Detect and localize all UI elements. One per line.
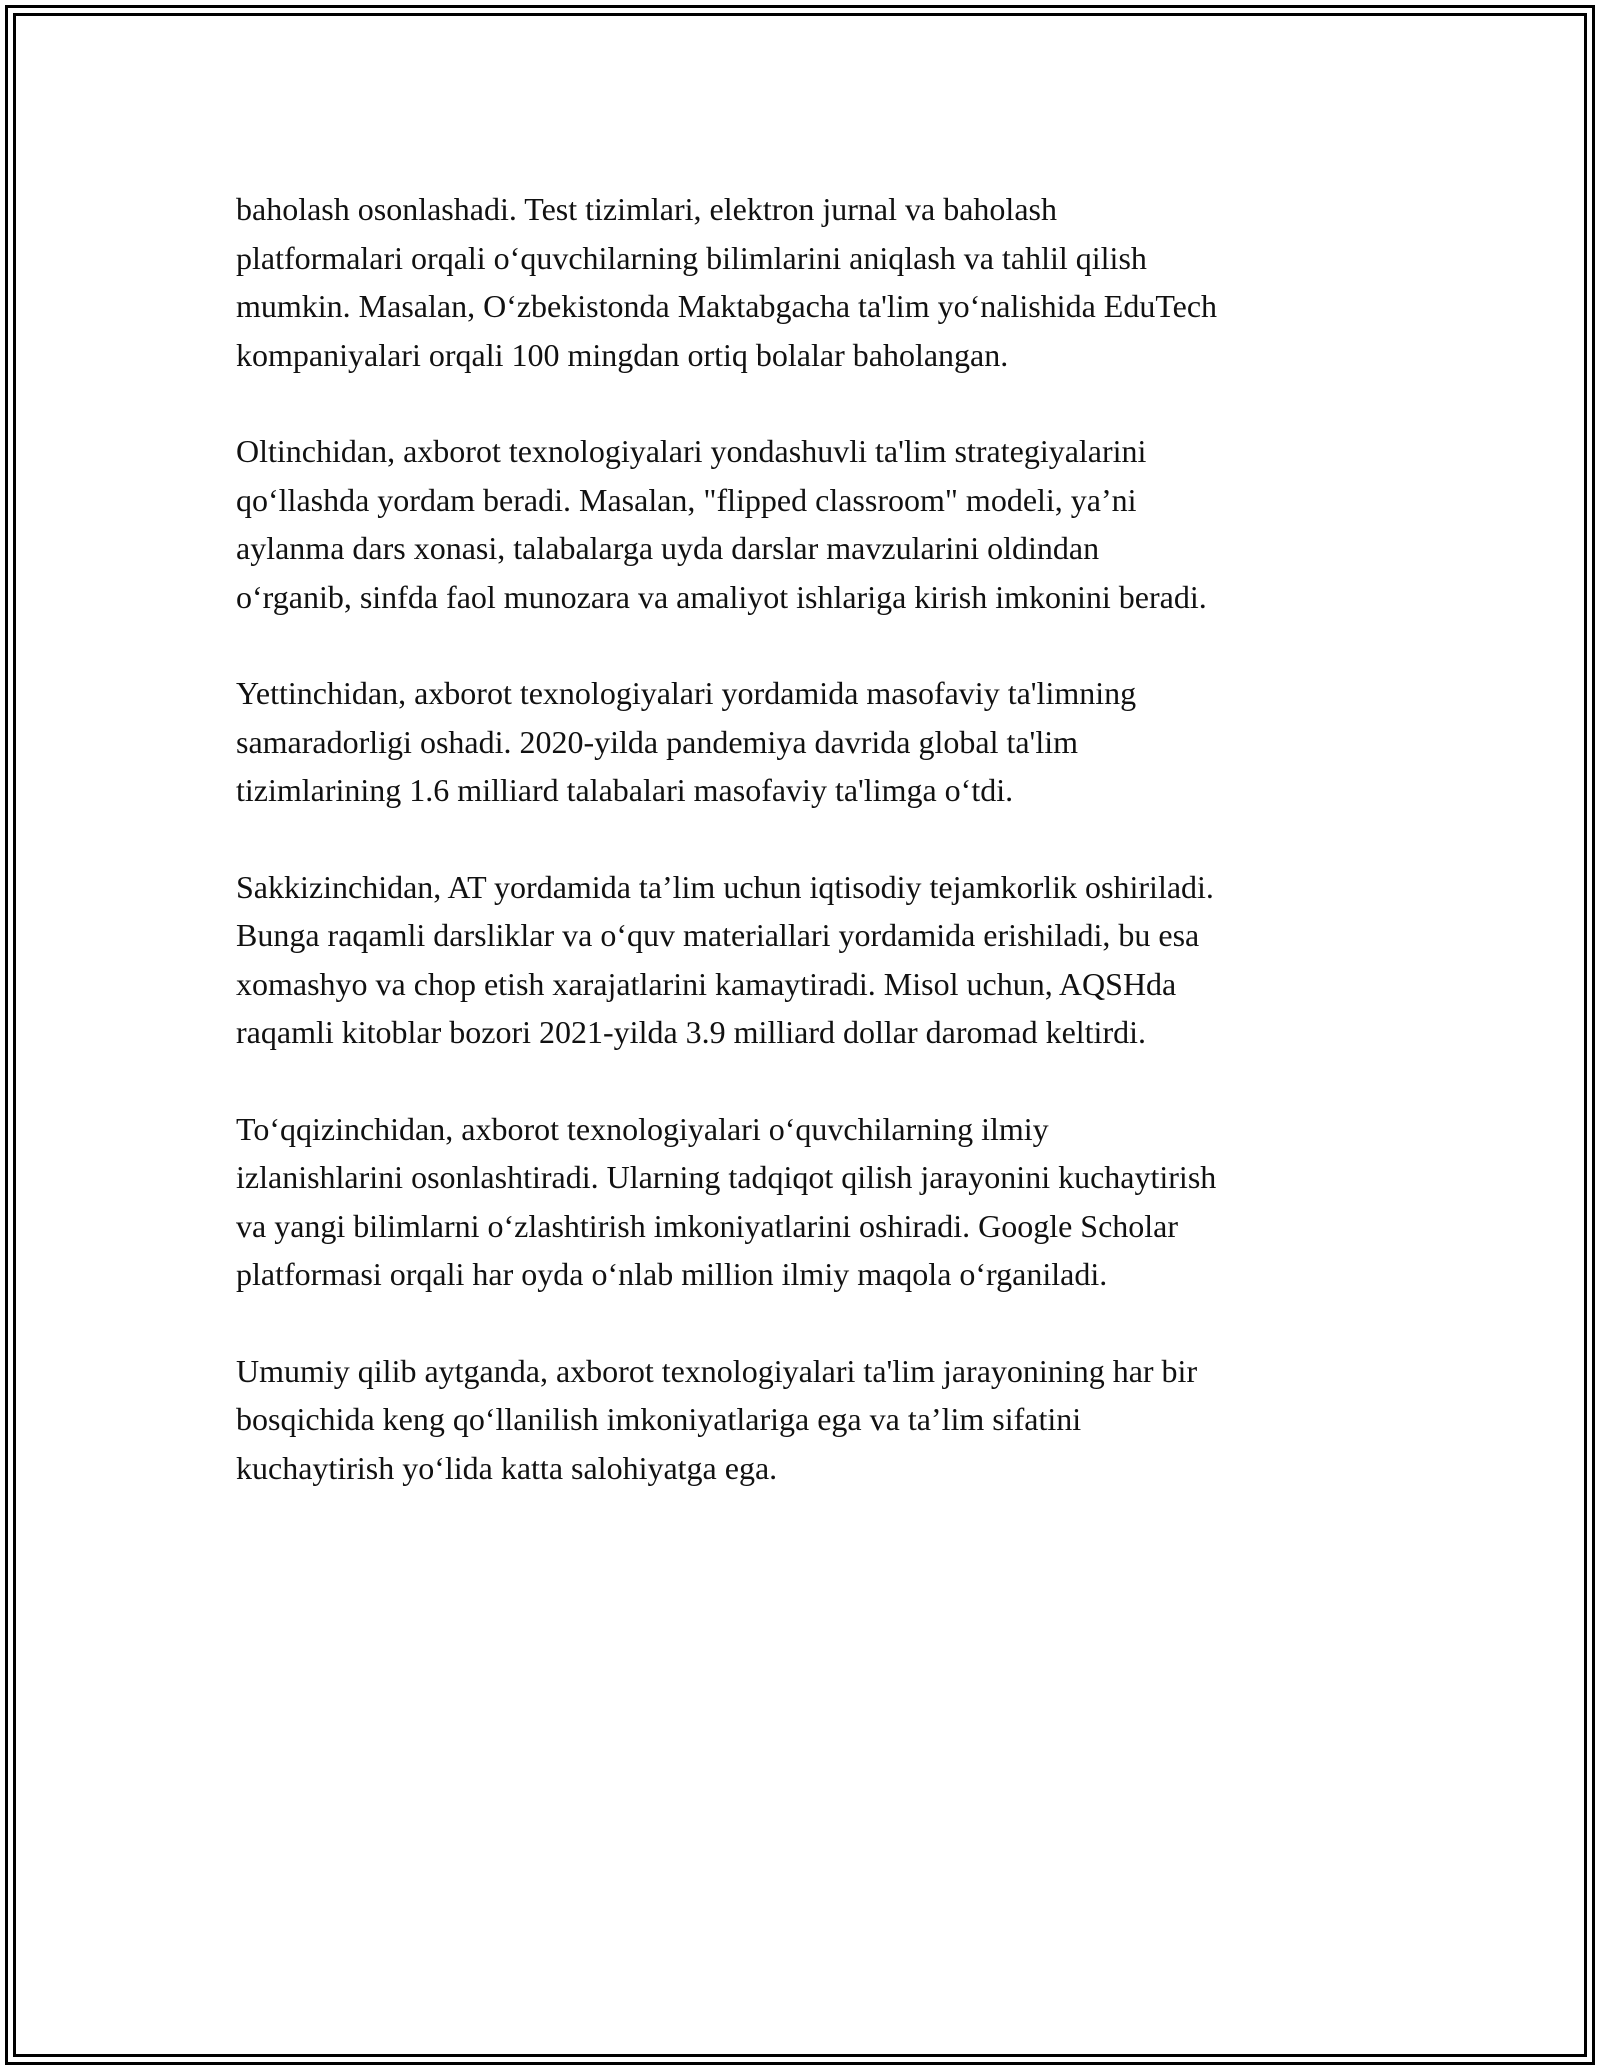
- paragraph-sakkizinchidan: Sakkizinchidan, AT yordamida ta’lim uchun iqtisodiy tejamkorlik oshiriladi. Bunga raqamli darsliklar va o‘quv materiallari yordamida erishiladi, bu esa xomashyo va chop etish xarajatlarini kamaytiradi. Misol uchun, AQSHda raqamli kitoblar bozori 2021-yilda 3.9 milliard dollar daromad keltirdi.: [236, 868, 1214, 1050]
- document-body: [236, 185, 1376, 1540]
- paragraph-umumiy: Umumiy qilib aytganda, axborot texnologiyalari ta'lim jarayonining har bir bosqichida keng qo‘llanilish imkoniyatlariga ega va ta’lim sifatini kuchaytirish yo‘lida katta salohiyatga ega.: [236, 1352, 1198, 1486]
- paragraph-baholash: baholash osonlashadi. Test tizimlari, elektron jurnal va baholash platformalari orqali o‘quvchilarning bilimlarini aniqlash va tahlil qilish mumkin. Masalan, O‘zbekistonda Maktabgacha ta'lim yo‘nalishida EduTech kompaniyalari orqali 100 mingdan ortiq bolalar baholangan.: [236, 191, 1218, 373]
- paragraph-toqqizinchidan: To‘qqizinchidan, axborot texnologiyalari o‘quvchilarning ilmiy izlanishlarini osonlashtiradi. Ularning tadqiqot qilish jarayonini kuchaytirish va yangi bilimlarni o‘zlashtirish imkoniyatlarini oshiradi. Google Scholar platformasi orqali har oyda o‘nlab million ilmiy maqola o‘rganiladi.: [236, 1110, 1217, 1292]
- paragraph-yettinchidan: Yettinchidan, axborot texnologiyalari yordamida masofaviy ta'limning samaradorligi oshadi. 2020-yilda pandemiya davrida global ta'lim tizimlarining 1.6 milliard talabalari masofaviy ta'limga o‘tdi.: [236, 675, 1137, 808]
- paragraph-oltinchidan: Oltinchidan, axborot texnologiyalari yondashuvli ta'lim strategiyalarini qo‘llashda yordam beradi. Masalan, "flipped classroom" modeli, ya’ni aylanma dars xonasi, talabalarga uyda darslar mavzularini oldindan o‘rganib, sinfda faol munozara va amaliyot ishlariga kirish imkonini beradi.: [236, 433, 1207, 615]
